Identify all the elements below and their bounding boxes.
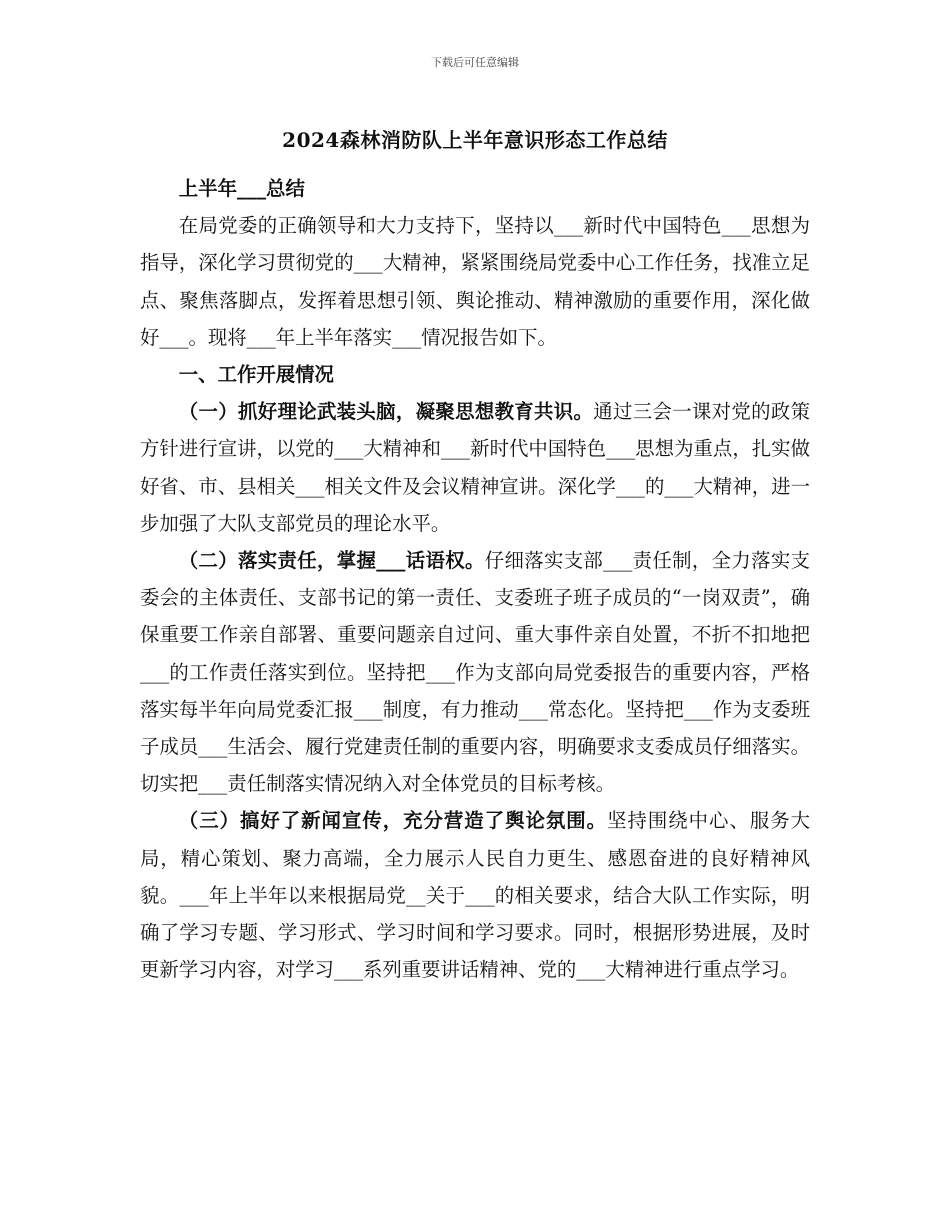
- document-body: [140, 170, 810, 988]
- section-heading-1: 一、工作开展情况: [178, 363, 334, 387]
- subtitle-heading: 上半年___总结: [178, 177, 305, 200]
- intro-paragraph: 在局党委的正确领导和大力支持下，坚持以___新时代中国特色___思想为指导，深化学习贯彻党的___大精神，紧紧围绕局党委中心工作任务，找准立足点、聚焦落脚点，发挥着思想引领、舆论推动、精神激励的重要作用，深化做好___。现将___年上半年落实___情况报告如下。: [140, 214, 810, 349]
- item-body-3: 坚持围绕中心、服务大局，精心策划、聚力高端，全力展示人民自力更生、感恩奋进的良好精神风貌。___年上半年以来根据局党__关于___的相关要求，结合大队工作实际，明确了学习专题、学习形式、学习时间和学习要求。同时，根据形势进展，及时更新学习内容，对学习___系列重要讲话精神、党的___大精神进行重点学习。: [140, 809, 811, 982]
- item-lead-2: （二）落实责任，掌握___话语权。: [178, 549, 485, 573]
- header-note: 下载后可任意编辑: [431, 56, 519, 69]
- item-lead-3: （三）搞好了新闻宣传，充分营造了舆论氛围。: [178, 809, 608, 833]
- item-paragraph-1: [140, 393, 810, 542]
- item-body-2: 仔细落实支部___责任制，全力落实支委会的主体责任、支部书记的第一责任、支委班子班子成员的“一岗双责”，确保重要工作亲自部署、重要问题亲自过问、重大事件亲自处置，不折不扣地把___的工作责任落实到位。坚持把___作为支部向局党委报告的重要内容，严格落实每半年向局党委汇报___制度，有力推动___常态化。坚持把___作为支委班子成员___生活会、履行党建责任制的重要内容，明确要求支委成员仔细落实。切实把___责任制落实情况纳入对全体党员的目标考核。: [140, 549, 810, 796]
- item-lead-1: （一）抓好理论武装头脑，凝聚思想教育共识。: [178, 400, 594, 424]
- item-paragraph-3: [140, 802, 810, 988]
- item-body-1: 通过三会一课对党的政策方针进行宣讲，以党的___大精神和___新时代中国特色___思想为重点，扎实做好省、市、县相关___相关文件及会议精神宣讲。深化学___的___大精神，进一步加强了大队支部党员的理论水平。: [140, 400, 810, 535]
- item-paragraph-2: [140, 542, 810, 802]
- document-title: 2024森林消防队上半年意识形态工作总结: [282, 128, 668, 152]
